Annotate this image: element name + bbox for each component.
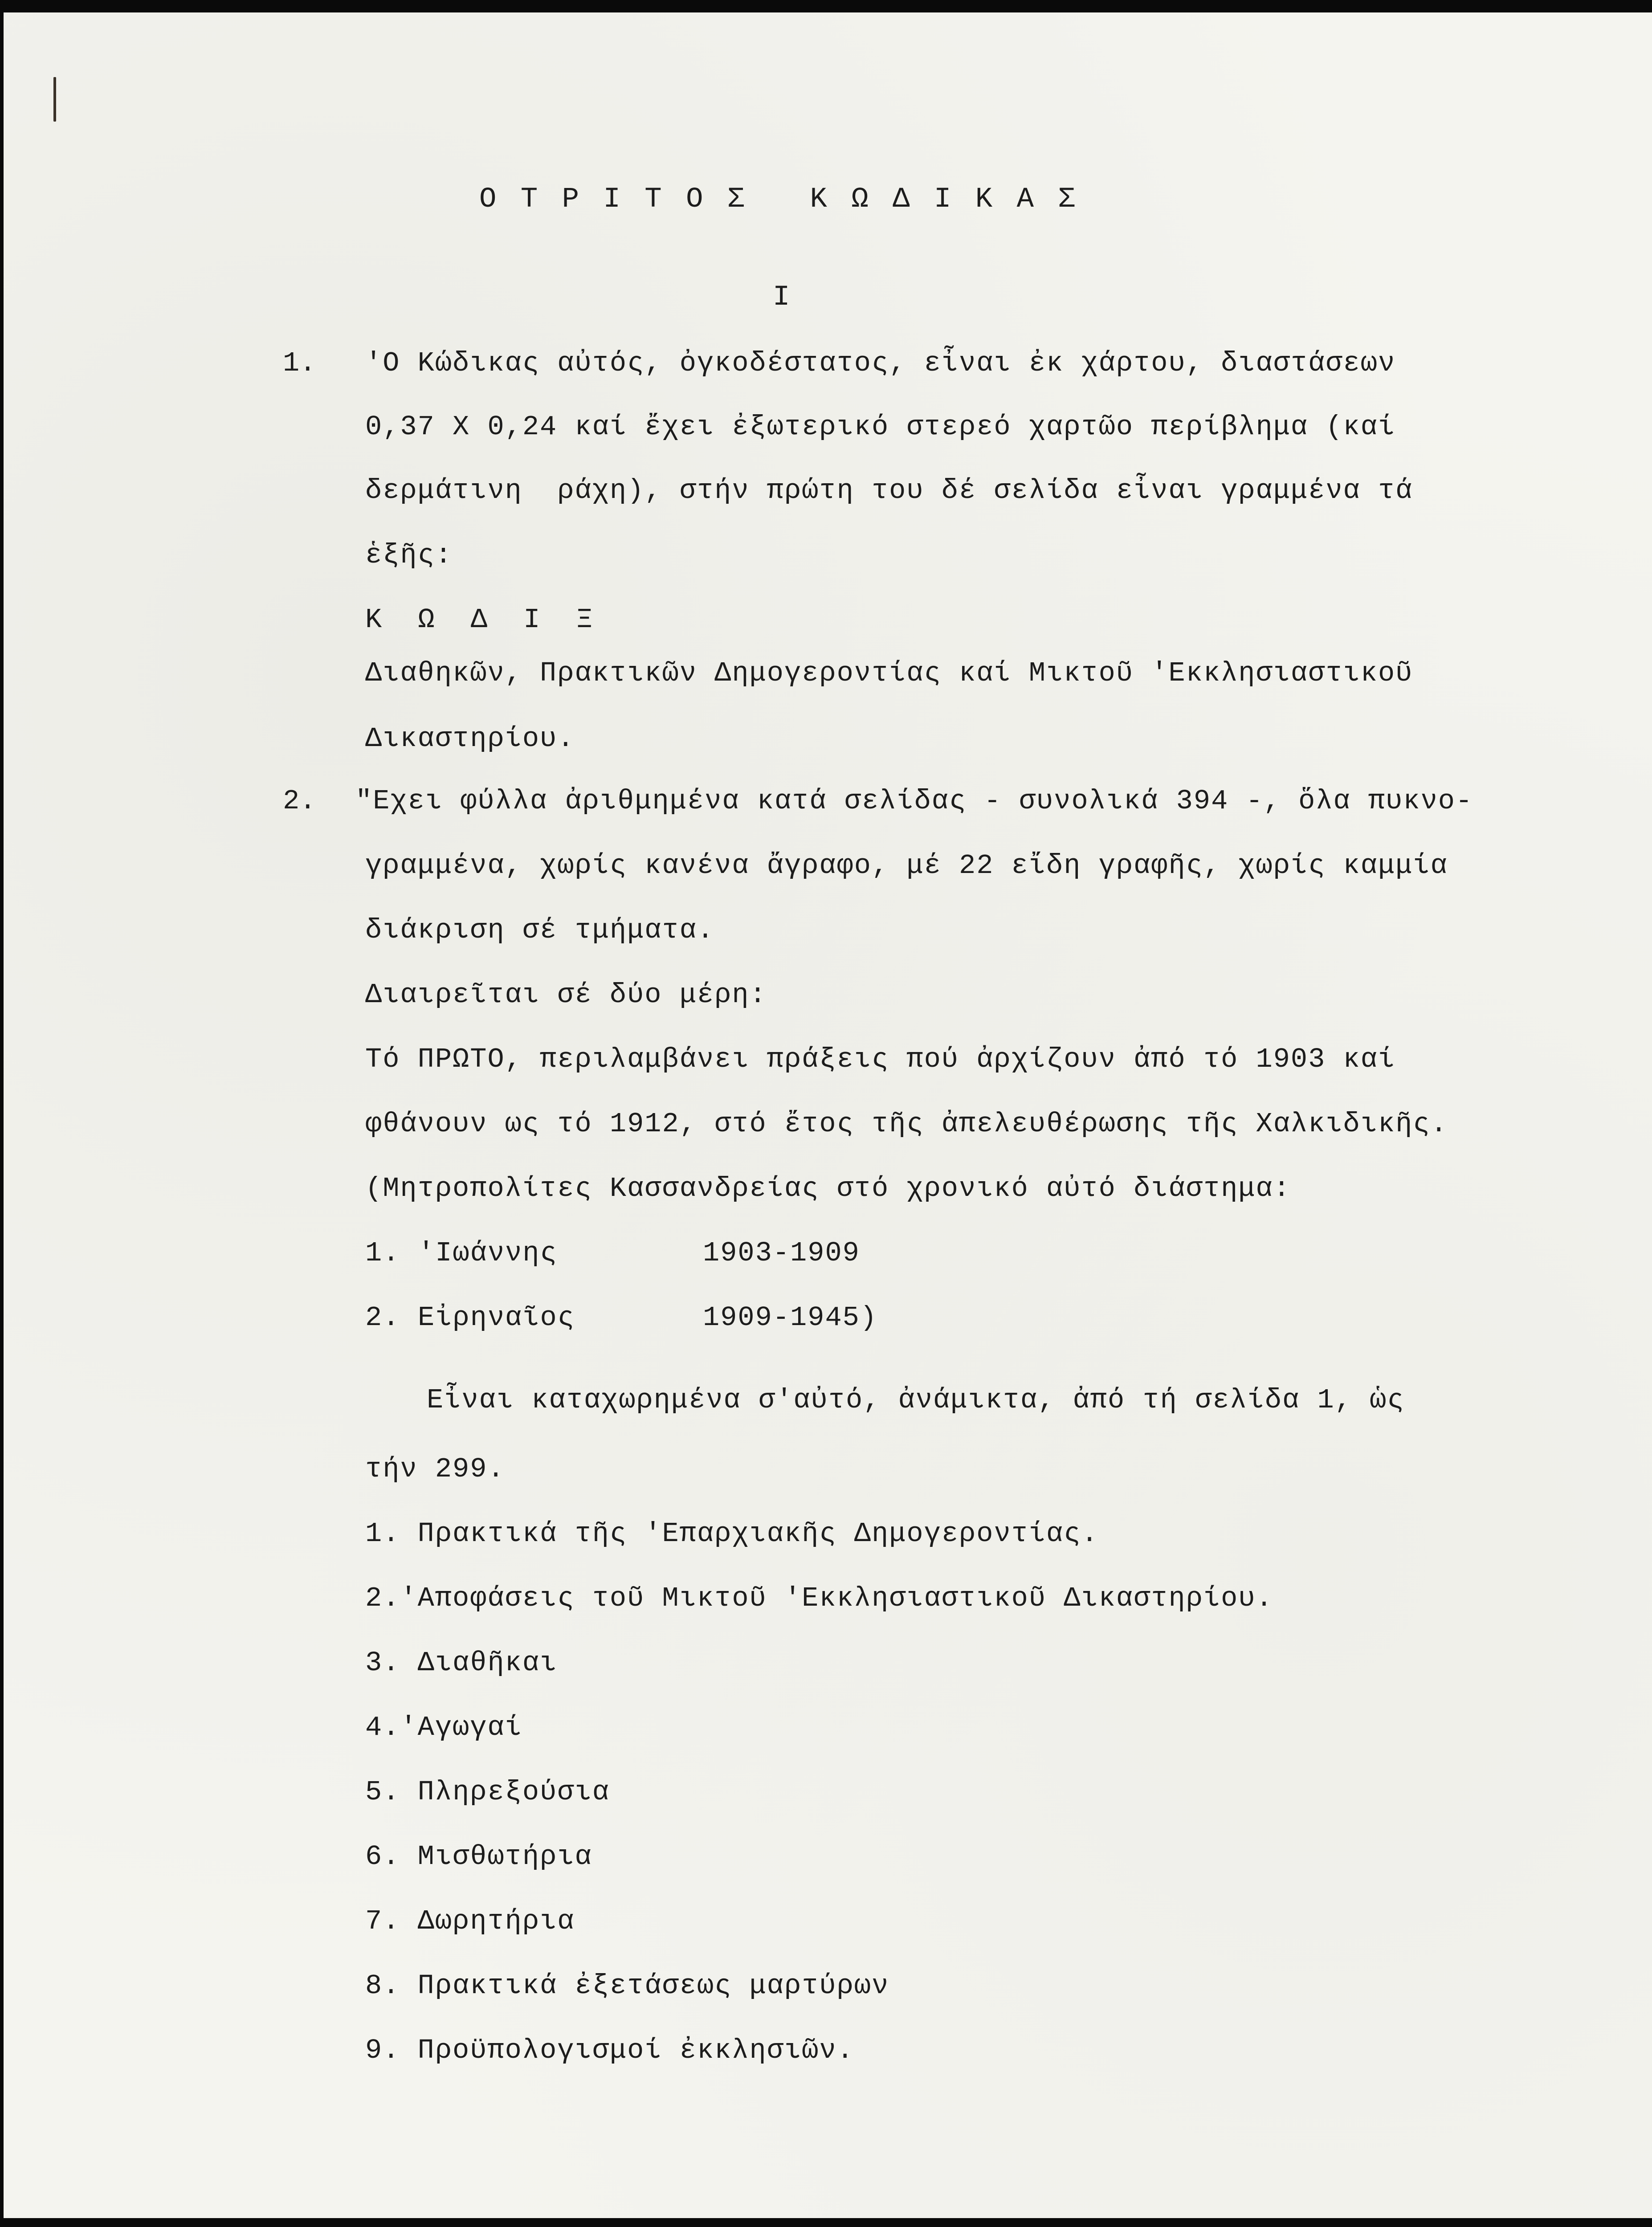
entry-item — [365, 1518, 1099, 1550]
entry-item — [365, 1776, 610, 1808]
entries-intro-line: τήν 299. — [365, 1453, 505, 1485]
entry-item — [365, 1841, 592, 1872]
entry-item — [365, 1583, 1273, 1614]
paragraph-line: "Εχει φύλλα ἀριθμημένα κατά σελίδας - συνολικά 394 -, ὅλα πυκνο- — [355, 785, 1473, 817]
entry-number: 5. — [365, 1776, 400, 1808]
entry-number: 2. — [365, 1583, 400, 1614]
entry-text: Πληρεξούσια — [417, 1776, 610, 1808]
entry-text: Μισθωτήρια — [417, 1841, 592, 1872]
section-numeral: I — [773, 281, 791, 314]
first-part-line: Τό ΠΡΩΤΟ, περιλαμβάνει πράξεις πού ἀρχίζουν ἀπό τό 1903 καί — [365, 1044, 1396, 1075]
entry-text: Πρακτικά τῆς 'Επαρχιακῆς Δημογεροντίας. — [417, 1518, 1099, 1550]
metropolitan-years: 1909-1945) — [703, 1302, 878, 1334]
entry-number: 8. — [365, 1970, 400, 2002]
division-line: Διαιρεῖται σέ δύο μέρη: — [365, 979, 767, 1011]
entry-text: Πρακτικά ἐξετάσεως μαρτύρων — [417, 1970, 889, 2002]
document-title: Ο Τ Ρ Ι Τ Ο Σ Κ Ω Δ Ι Κ Α Σ — [479, 184, 1079, 216]
inscription-line: Διαθηκῶν, Πρακτικῶν Δημογεροντίας καί Μικτοῦ 'Εκκλησιαστικοῦ — [365, 657, 1413, 689]
entry-item — [365, 1970, 889, 2002]
margin-bracket-mark — [53, 77, 56, 122]
inscription-heading: Κ Ω Δ Ι Ξ — [365, 604, 603, 636]
paragraph-number: 2. — [283, 785, 316, 817]
paragraph-line: γραμμένα, χωρίς κανένα ἄγραφο, μέ 22 εἴδη γραφῆς, χωρίς καμμία — [365, 850, 1448, 881]
entry-item — [365, 1712, 522, 1743]
paragraph-number: 1. — [283, 347, 316, 379]
entry-text: Προϋπολογισμοί ἐκκλησιῶν. — [417, 2035, 854, 2066]
entry-text: Διαθῆκαι — [417, 1647, 558, 1679]
entry-item — [365, 2035, 854, 2066]
paragraph-line: δερμάτινη ράχη), στήν πρώτη του δέ σελίδα εἶναι γραμμένα τά — [365, 475, 1413, 506]
entry-number: 9. — [365, 2035, 400, 2066]
entry-number: 6. — [365, 1841, 400, 1872]
entries-intro-line: Εἶναι καταχωρημένα σ'αὐτό, ἀνάμικτα, ἀπό τή σελίδα 1, ὡς — [427, 1384, 1405, 1416]
entry-text: 'Αποφάσεις τοῦ Μικτοῦ 'Εκκλησιαστικοῦ Δικαστηρίου. — [400, 1583, 1273, 1614]
entry-number: 3. — [365, 1647, 400, 1679]
paragraph-line: διάκριση σέ τμήματα. — [365, 914, 715, 946]
paragraph-line: 'Ο Κώδικας αὐτός, ὀγκοδέστατος, εἶναι ἐκ χάρτου, διαστάσεων — [365, 347, 1396, 379]
entry-text: Δωρητήρια — [417, 1905, 575, 1937]
entry-number: 7. — [365, 1905, 400, 1937]
paragraph-line: 0,37 Χ 0,24 καί ἔχει ἐξωτερικό στερεό χαρτῶο περίβλημα (καί — [365, 411, 1396, 443]
entry-text: 'Αγωγαί — [400, 1712, 522, 1743]
paragraph-line: ἑξῆς: — [365, 539, 453, 571]
entry-item — [365, 1647, 557, 1679]
metropolitan-name: 'Ιωάννης — [418, 1237, 558, 1269]
metropolitan-name: Εἰρηναῖος — [418, 1302, 575, 1334]
entry-number: 1. — [365, 1518, 400, 1550]
entry-item — [365, 1905, 575, 1937]
first-part-line: (Μητροπολίτες Κασσανδρείας στό χρονικό αὐτό διάστημα: — [365, 1173, 1291, 1204]
first-part-line: φθάνουν ως τό 1912, στό ἔτος τῆς ἀπελευθέρωσης τῆς Χαλκιδικῆς. — [365, 1108, 1448, 1140]
entry-number: 4. — [365, 1712, 400, 1743]
metropolitan-number: 1. — [365, 1237, 400, 1269]
metropolitan-years: 1903-1909 — [703, 1237, 860, 1269]
inscription-line: Δικαστηρίου. — [365, 723, 575, 755]
metropolitan-number: 2. — [365, 1302, 400, 1334]
typewritten-page — [4, 12, 1652, 2218]
